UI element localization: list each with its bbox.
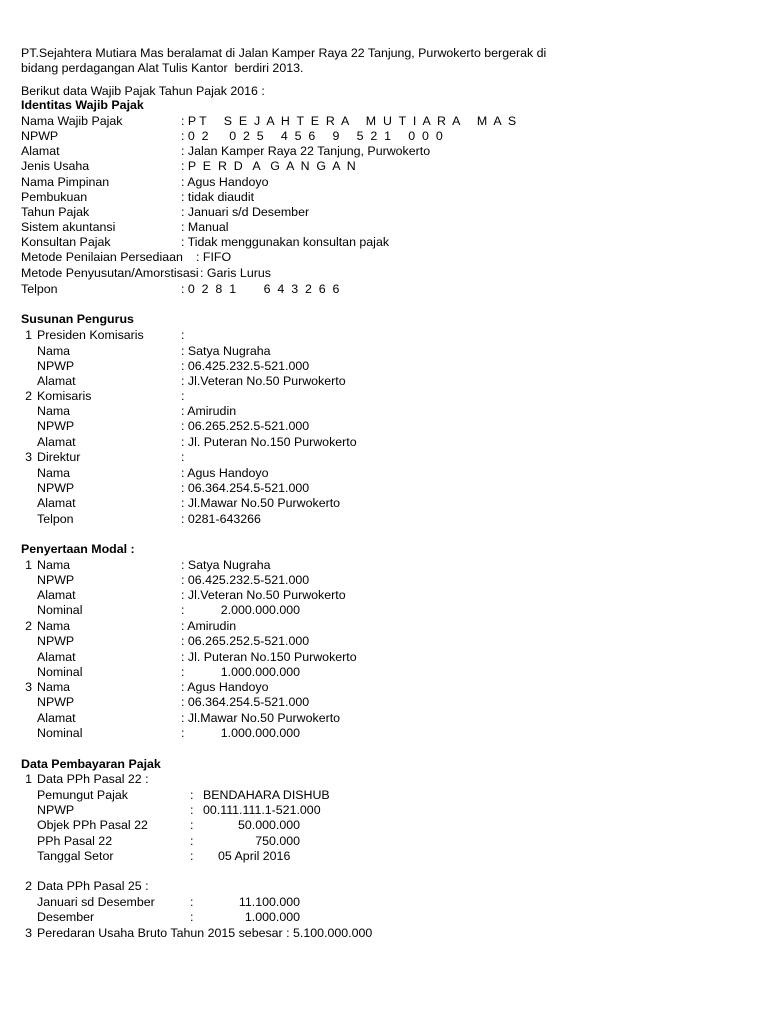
- field-colon: :: [190, 803, 194, 817]
- identitas-value: : Manual: [181, 220, 229, 234]
- identitas-value: : Agus Handoyo: [181, 175, 269, 189]
- intro-line-3: Berikut data Wajib Pajak Tahun Pajak 2016 :: [21, 84, 265, 98]
- field-value: : Jl.Veteran No.50 Purwokerto: [181, 374, 346, 388]
- group-number: 2: [25, 879, 32, 893]
- group-number: 2: [25, 619, 32, 633]
- identitas-value: : 0 2 0 2 5 4 5 6 9 5 2 1 0 0 0: [181, 129, 443, 143]
- group-number: 1: [25, 772, 32, 786]
- nominal-value: 1.000.000.000: [220, 726, 300, 740]
- field-value: : Amirudin: [181, 619, 237, 633]
- identitas-label: Metode Penyusutan/Amorstisasi: [21, 266, 199, 280]
- field-value: : Agus Handoyo: [181, 680, 269, 694]
- group-colon: :: [181, 450, 185, 464]
- identitas-label: Metode Penilaian Persediaan: [21, 250, 183, 264]
- field-colon: :: [181, 603, 185, 617]
- identitas-value: : FIFO: [196, 250, 232, 264]
- identitas-value: : Januari s/d Desember: [181, 205, 310, 219]
- identitas-label: Tahun Pajak: [21, 205, 90, 219]
- identitas-label: Konsultan Pajak: [21, 235, 111, 249]
- field-value: : 06.265.252.5-521.000: [181, 419, 310, 433]
- field-value: : 06.425.232.5-521.000: [181, 359, 310, 373]
- field-value: : Jl. Puteran No.150 Purwokerto: [181, 650, 357, 664]
- field-label: Nama: [37, 344, 71, 358]
- field-label: Nominal: [37, 726, 83, 740]
- identitas-value: : P E R D A G A N G A N: [181, 159, 356, 173]
- field-value: : 06.364.254.5-521.000: [181, 695, 310, 709]
- group-colon: :: [181, 328, 185, 342]
- field-label: Alamat: [37, 650, 76, 664]
- identitas-value: : Jalan Kamper Raya 22 Tanjung, Purwokerto: [181, 144, 431, 158]
- field-colon: :: [190, 849, 194, 863]
- identitas-value: : 0 2 8 1 6 4 3 2 6 6: [181, 282, 340, 296]
- field-colon: :: [181, 665, 185, 679]
- modal-heading: Penyertaan Modal :: [21, 542, 135, 556]
- identitas-value: : Tidak menggunakan konsultan pajak: [181, 235, 390, 249]
- identitas-label: NPWP: [21, 129, 59, 143]
- field-colon: :: [190, 910, 194, 924]
- field-value: : 06.425.232.5-521.000: [181, 573, 310, 587]
- field-label: Telpon: [37, 512, 74, 526]
- group-number: 1: [25, 328, 32, 342]
- field-colon: :: [181, 726, 185, 740]
- field-label: NPWP: [37, 573, 75, 587]
- field-label: NPWP: [37, 803, 75, 817]
- field-label: NPWP: [37, 359, 75, 373]
- field-value: 1.000.000: [244, 910, 300, 924]
- identitas-value: : P T S E J A H T E R A M U T I A R A M A S: [181, 114, 517, 128]
- group-title: Komisaris: [37, 389, 92, 403]
- field-colon: :: [190, 788, 194, 802]
- field-label: Januari sd Desember: [37, 895, 155, 909]
- field-label: Alamat: [37, 711, 76, 725]
- group-number: 3: [25, 680, 32, 694]
- nominal-value: 2.000.000.000: [220, 603, 300, 617]
- field-label: Tanggal Setor: [37, 849, 114, 863]
- group-number: 3: [25, 926, 32, 940]
- group-number: 3: [25, 450, 32, 464]
- field-label: Pemungut Pajak: [37, 788, 128, 802]
- field-label: NPWP: [37, 634, 75, 648]
- field-value: : Satya Nugraha: [181, 558, 271, 572]
- field-value: : 06.364.254.5-521.000: [181, 481, 310, 495]
- identitas-value: : tidak diaudit: [181, 190, 255, 204]
- field-value: BENDAHARA DISHUB: [203, 788, 330, 802]
- group-title: Presiden Komisaris: [37, 328, 144, 342]
- field-label: Alamat: [37, 435, 76, 449]
- field-label: Nama: [37, 619, 71, 633]
- field-value: 00.111.111.1-521.000: [203, 803, 321, 817]
- field-label: Nominal: [37, 603, 83, 617]
- identitas-value: : Garis Lurus: [200, 266, 271, 280]
- field-value: : Jl.Mawar No.50 Purwokerto: [181, 496, 341, 510]
- identitas-label: Sistem akuntansi: [21, 220, 116, 234]
- field-value: 11.100.000: [238, 895, 300, 909]
- field-label: Desember: [37, 910, 95, 924]
- group-colon: :: [181, 389, 185, 403]
- field-value: : Jl. Puteran No.150 Purwokerto: [181, 435, 357, 449]
- group-number: 2: [25, 389, 32, 403]
- field-value: : Amirudin: [181, 404, 237, 418]
- field-value: 750.000: [255, 834, 300, 848]
- field-value: : Agus Handoyo: [181, 466, 269, 480]
- field-value: : Jl.Veteran No.50 Purwokerto: [181, 588, 346, 602]
- identitas-label: Telpon: [21, 282, 58, 296]
- intro-line-1: PT.Sejahtera Mutiara Mas beralamat di Jalan Kamper Raya 22 Tanjung, Purwokerto bergerak di: [21, 46, 547, 60]
- field-label: Nama: [37, 466, 71, 480]
- field-label: Alamat: [37, 374, 76, 388]
- field-colon: :: [190, 834, 194, 848]
- field-colon: :: [190, 895, 194, 909]
- group-title: Data PPh Pasal 25 :: [37, 879, 149, 893]
- field-value: 05 April 2016: [218, 849, 291, 863]
- field-label: PPh Pasal 22: [37, 834, 113, 848]
- group-number: 1: [25, 558, 32, 572]
- field-value: : Satya Nugraha: [181, 344, 271, 358]
- group-title: Data PPh Pasal 22 :: [37, 772, 149, 786]
- field-label: Alamat: [37, 496, 76, 510]
- field-label: Objek PPh Pasal 22: [37, 818, 148, 832]
- pembayaran-heading: Data Pembayaran Pajak: [21, 757, 161, 771]
- identitas-label: Alamat: [21, 144, 60, 158]
- nominal-value: 1.000.000.000: [220, 665, 300, 679]
- field-value: : 0281-643266: [181, 512, 261, 526]
- field-label: Alamat: [37, 588, 76, 602]
- field-label: Nama: [37, 404, 71, 418]
- field-label: Nama: [37, 558, 71, 572]
- field-label: Nominal: [37, 665, 83, 679]
- field-label: NPWP: [37, 695, 75, 709]
- identitas-label: Pembukuan: [21, 190, 88, 204]
- field-value: : 06.265.252.5-521.000: [181, 634, 310, 648]
- pengurus-heading: Susunan Pengurus: [21, 312, 134, 326]
- peredaran-text: Peredaran Usaha Bruto Tahun 2015 sebesar : 5.100.000.000: [37, 926, 373, 940]
- field-label: NPWP: [37, 419, 75, 433]
- field-value: : Jl.Mawar No.50 Purwokerto: [181, 711, 341, 725]
- group-title: Direktur: [37, 450, 81, 464]
- field-colon: :: [190, 818, 194, 832]
- intro-line-2: bidang perdagangan Alat Tulis Kantor berdiri 2013.: [21, 61, 304, 75]
- field-value: 50.000.000: [237, 818, 300, 832]
- identitas-label: Nama Pimpinan: [21, 175, 110, 189]
- identitas-label: Nama Wajib Pajak: [21, 114, 123, 128]
- field-label: NPWP: [37, 481, 75, 495]
- identitas-heading: Identitas Wajib Pajak: [21, 98, 144, 112]
- field-label: Nama: [37, 680, 71, 694]
- identitas-label: Jenis Usaha: [21, 159, 90, 173]
